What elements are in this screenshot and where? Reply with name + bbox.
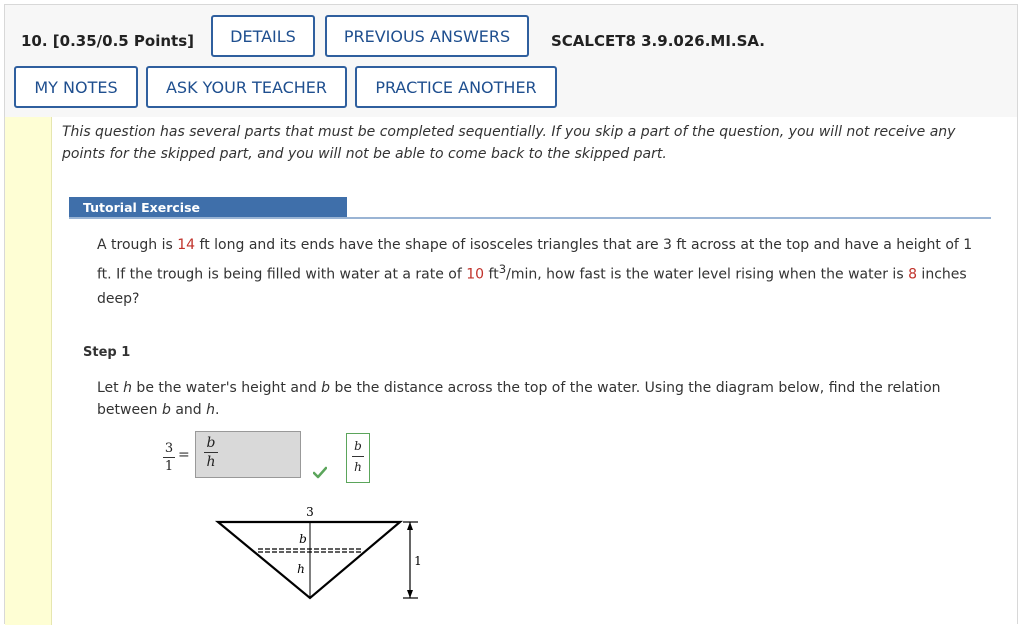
fraction-bar [352, 456, 364, 457]
problem-statement [97, 233, 977, 311]
tutorial-divider [69, 217, 991, 219]
fraction-denominator: 1 [164, 459, 174, 474]
step-text: Let [97, 380, 124, 396]
previous-answers-button[interactable]: PREVIOUS ANSWERS [325, 15, 529, 57]
variable-b: b [162, 402, 171, 418]
variable-h: h [123, 380, 132, 396]
given-ratio-fraction [163, 441, 175, 474]
problem-text: A trough is [97, 237, 178, 253]
correct-check-icon [313, 466, 327, 480]
variable-b: b [321, 380, 331, 396]
h-label: h [297, 562, 305, 576]
problem-text: /min, how fast is the water level rising when the water is [506, 266, 909, 283]
question-code: SCALCET8 3.9.026.MI.SA. [551, 32, 765, 50]
fraction-numerator: b [354, 439, 362, 453]
top-width-label: 3 [306, 505, 314, 519]
dimension-arrow-down [407, 590, 413, 598]
correct-answer-box [346, 433, 370, 483]
fraction-bar [163, 457, 175, 458]
instructions-text: This question has several parts that must be completed sequentially. If you skip a part of the question, you will not receive any points for the skipped part, and you will not be able to come back to the skipped part. [62, 124, 956, 162]
answer-fraction [204, 435, 218, 470]
practice-another-button[interactable]: PRACTICE ANOTHER [355, 66, 557, 108]
step-text: be the distance across the top of the water. Using the diagram below, find the relation between [97, 380, 941, 418]
fraction-bar [204, 452, 218, 453]
problem-text: ft [484, 266, 499, 283]
ask-your-teacher-button[interactable]: ASK YOUR TEACHER [146, 66, 347, 108]
trough-length-value: 14 [177, 237, 196, 253]
trough-diagram [210, 500, 430, 610]
question-points-label: 10. [0.35/0.5 Points] [21, 32, 195, 50]
cubic-superscript: 3 [498, 262, 507, 276]
problem-text: ft long and its ends have the shape of isosceles triangles that are 3 ft across at the top and have a height of 1 ft. If the trough is being filled with water at a rate of [97, 237, 973, 283]
variable-h: h [206, 402, 216, 418]
step-text: . [215, 402, 220, 418]
question-header [5, 5, 1017, 117]
question-sidebar [5, 117, 52, 625]
problem-text: inches deep? [97, 266, 967, 307]
fraction-numerator: 3 [164, 441, 174, 456]
step-text: be the water's height and [131, 380, 322, 396]
correct-answer-fraction [352, 439, 364, 474]
b-label: b [299, 532, 307, 546]
water-depth-value: 8 [908, 266, 917, 283]
fraction-numerator: b [206, 435, 216, 451]
question-panel [4, 4, 1018, 624]
fraction-denominator: h [206, 454, 216, 470]
fill-rate-value: 10 [466, 266, 485, 283]
tutorial-exercise-tab: Tutorial Exercise [69, 197, 347, 218]
my-notes-button[interactable]: MY NOTES [14, 66, 138, 108]
details-button[interactable]: DETAILS [211, 15, 315, 57]
step-text: and [170, 402, 207, 418]
step-instructions [97, 377, 977, 421]
triangle-outline [218, 522, 400, 598]
step-title: Step 1 [83, 345, 131, 360]
height-value-label: 1 [414, 554, 422, 568]
answer-input-box[interactable] [195, 431, 301, 478]
dimension-arrow-up [407, 522, 413, 530]
fraction-denominator: h [354, 460, 362, 474]
equals-sign: = [178, 447, 190, 463]
